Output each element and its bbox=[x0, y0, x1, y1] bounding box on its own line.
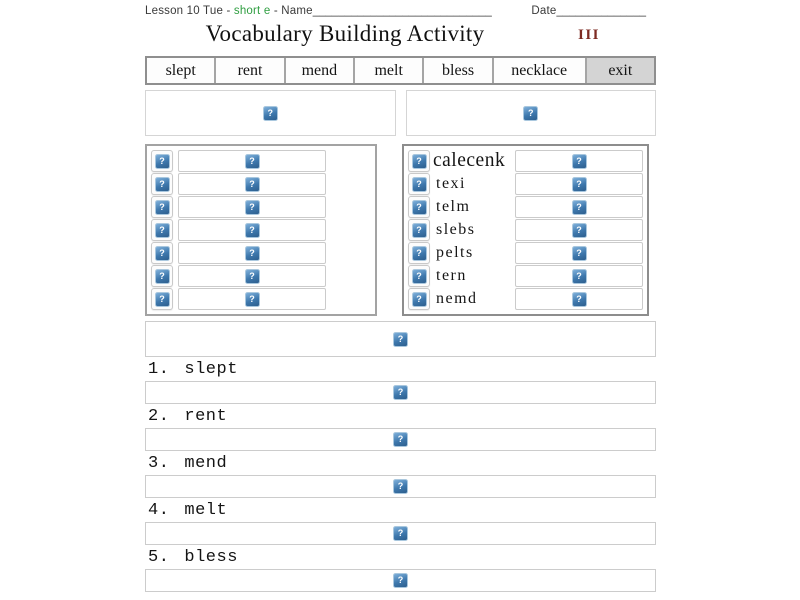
unit-label: short e bbox=[233, 5, 271, 17]
word-button-mend[interactable]: mend bbox=[286, 58, 355, 83]
broken-image-icon: ? bbox=[155, 292, 170, 307]
broken-image-icon: ? bbox=[523, 106, 538, 121]
panel-row bbox=[408, 173, 643, 195]
broken-image-icon: ? bbox=[572, 177, 587, 192]
image-icon-button[interactable] bbox=[151, 219, 173, 241]
panel-row bbox=[408, 219, 643, 241]
name-label: - Name bbox=[270, 5, 313, 17]
scrambled-word: slebs bbox=[436, 221, 476, 238]
item-number: 2. bbox=[148, 407, 170, 426]
answer-slot[interactable] bbox=[178, 242, 326, 264]
answer-slot[interactable] bbox=[178, 219, 326, 241]
broken-image-icon: ? bbox=[412, 154, 427, 169]
name-blank-line: ____________________________ bbox=[312, 5, 492, 17]
item-number: 5. bbox=[148, 548, 170, 567]
answer-slot[interactable] bbox=[178, 196, 326, 218]
list-item-label bbox=[148, 407, 656, 426]
answer-slot[interactable] bbox=[515, 265, 643, 287]
item-number: 3. bbox=[148, 454, 170, 473]
item-word: rent bbox=[184, 407, 228, 426]
broken-image-icon: ? bbox=[245, 223, 260, 238]
broken-image-icon: ? bbox=[155, 154, 170, 169]
lesson-line bbox=[145, 5, 492, 17]
image-icon-button[interactable] bbox=[151, 242, 173, 264]
panel-row bbox=[151, 242, 371, 264]
panels-row bbox=[145, 144, 656, 316]
image-icon-button[interactable] bbox=[408, 242, 430, 264]
broken-image-icon: ? bbox=[412, 200, 427, 215]
scrambled-word: nemd bbox=[436, 290, 478, 307]
broken-image-icon: ? bbox=[263, 106, 278, 121]
panel-row bbox=[151, 288, 371, 310]
item-word: melt bbox=[184, 501, 228, 520]
prompt-image-box-left bbox=[145, 90, 396, 136]
item-word: mend bbox=[184, 454, 228, 473]
word-button-necklace[interactable]: necklace bbox=[494, 58, 587, 83]
scrambled-word: calecenk bbox=[433, 150, 506, 171]
scrambled-word: texi bbox=[436, 175, 466, 192]
answer-slot[interactable] bbox=[178, 288, 326, 310]
word-button-slept[interactable]: slept bbox=[147, 58, 216, 83]
worksheet-content bbox=[145, 0, 656, 592]
scrambled-word: telm bbox=[436, 198, 471, 215]
image-icon-button[interactable] bbox=[408, 265, 430, 287]
scrambled-word: tern bbox=[436, 267, 467, 284]
panel-row bbox=[151, 173, 371, 195]
scrambled-word: pelts bbox=[436, 244, 474, 261]
answer-slot[interactable] bbox=[515, 196, 643, 218]
picture-match-panel bbox=[145, 144, 377, 316]
broken-image-icon: ? bbox=[412, 223, 427, 238]
title-row bbox=[145, 19, 656, 52]
date-line bbox=[531, 5, 646, 17]
panel-row bbox=[151, 219, 371, 241]
page-title: Vocabulary Building Activity bbox=[205, 21, 485, 46]
prompt-image-box-right bbox=[406, 90, 657, 136]
image-icon-button[interactable] bbox=[408, 288, 430, 310]
image-icon-button[interactable] bbox=[151, 288, 173, 310]
broken-image-icon: ? bbox=[155, 200, 170, 215]
list-item-label bbox=[148, 501, 656, 520]
list-item-label bbox=[148, 454, 656, 473]
lesson-label: Lesson 10 Tue - bbox=[145, 5, 234, 17]
broken-image-icon: ? bbox=[245, 154, 260, 169]
item-word: bless bbox=[184, 548, 238, 567]
word-button-bless[interactable]: bless bbox=[424, 58, 493, 83]
exit-button[interactable]: exit bbox=[587, 58, 654, 83]
image-icon-button[interactable] bbox=[408, 173, 430, 195]
broken-image-icon: ? bbox=[155, 269, 170, 284]
broken-image-icon: ? bbox=[155, 223, 170, 238]
panel-row bbox=[408, 150, 643, 172]
broken-image-icon: ? bbox=[393, 332, 408, 347]
panel-row bbox=[151, 265, 371, 287]
sentence-answer-box[interactable] bbox=[145, 569, 656, 592]
list-item-label bbox=[148, 548, 656, 567]
panel-row bbox=[151, 150, 371, 172]
sentence-answer-box[interactable] bbox=[145, 428, 656, 451]
broken-image-icon: ? bbox=[393, 385, 408, 400]
date-label: Date bbox=[531, 5, 557, 17]
broken-image-icon: ? bbox=[572, 246, 587, 261]
broken-image-icon: ? bbox=[245, 246, 260, 261]
broken-image-icon: ? bbox=[245, 269, 260, 284]
broken-image-icon: ? bbox=[393, 432, 408, 447]
image-icon-button[interactable] bbox=[408, 219, 430, 241]
item-number: 1. bbox=[148, 360, 170, 379]
broken-image-icon: ? bbox=[412, 269, 427, 284]
answer-slot[interactable] bbox=[515, 242, 643, 264]
answer-slot[interactable] bbox=[515, 219, 643, 241]
broken-image-icon: ? bbox=[393, 526, 408, 541]
answer-slot[interactable] bbox=[178, 173, 326, 195]
answer-slot[interactable] bbox=[178, 265, 326, 287]
broken-image-icon: ? bbox=[245, 177, 260, 192]
answer-slot[interactable] bbox=[178, 150, 326, 172]
broken-image-icon: ? bbox=[155, 246, 170, 261]
sentence-answer-box[interactable] bbox=[145, 321, 656, 357]
item-number: 4. bbox=[148, 501, 170, 520]
broken-image-icon: ? bbox=[393, 479, 408, 494]
image-icon-button[interactable] bbox=[408, 150, 430, 172]
panel-row bbox=[408, 196, 643, 218]
word-button-rent[interactable]: rent bbox=[216, 58, 285, 83]
broken-image-icon: ? bbox=[245, 292, 260, 307]
answer-slot[interactable] bbox=[515, 288, 643, 310]
word-button-melt[interactable]: melt bbox=[355, 58, 424, 83]
broken-image-icon: ? bbox=[245, 200, 260, 215]
answer-slot[interactable] bbox=[515, 173, 643, 195]
sentence-answer-box[interactable] bbox=[145, 381, 656, 404]
broken-image-icon: ? bbox=[412, 292, 427, 307]
panel-row bbox=[408, 242, 643, 264]
image-icon-button[interactable] bbox=[151, 265, 173, 287]
sentence-answer-box[interactable] bbox=[145, 522, 656, 545]
image-icon-button[interactable] bbox=[151, 173, 173, 195]
image-icon-button[interactable] bbox=[408, 196, 430, 218]
date-blank-line: ______________ bbox=[556, 5, 646, 17]
roman-numeral-badge: III bbox=[578, 27, 601, 43]
header-row bbox=[145, 0, 656, 17]
list-item-label bbox=[148, 360, 656, 379]
sentence-answer-box[interactable] bbox=[145, 475, 656, 498]
image-icon-button[interactable] bbox=[151, 150, 173, 172]
broken-image-icon: ? bbox=[412, 177, 427, 192]
broken-image-icon: ? bbox=[155, 177, 170, 192]
panel-row bbox=[408, 265, 643, 287]
image-icon-button[interactable] bbox=[151, 196, 173, 218]
word-button-bar bbox=[145, 56, 656, 85]
broken-image-icon: ? bbox=[572, 200, 587, 215]
item-word: slept bbox=[184, 360, 238, 379]
broken-image-icon: ? bbox=[412, 246, 427, 261]
unscramble-panel bbox=[402, 144, 649, 316]
broken-image-icon: ? bbox=[572, 292, 587, 307]
answer-slot[interactable] bbox=[515, 150, 643, 172]
broken-image-icon: ? bbox=[572, 269, 587, 284]
prompt-row bbox=[145, 90, 656, 136]
panel-row bbox=[408, 288, 643, 310]
broken-image-icon: ? bbox=[393, 573, 408, 588]
broken-image-icon: ? bbox=[572, 154, 587, 169]
panel-row bbox=[151, 196, 371, 218]
broken-image-icon: ? bbox=[572, 223, 587, 238]
